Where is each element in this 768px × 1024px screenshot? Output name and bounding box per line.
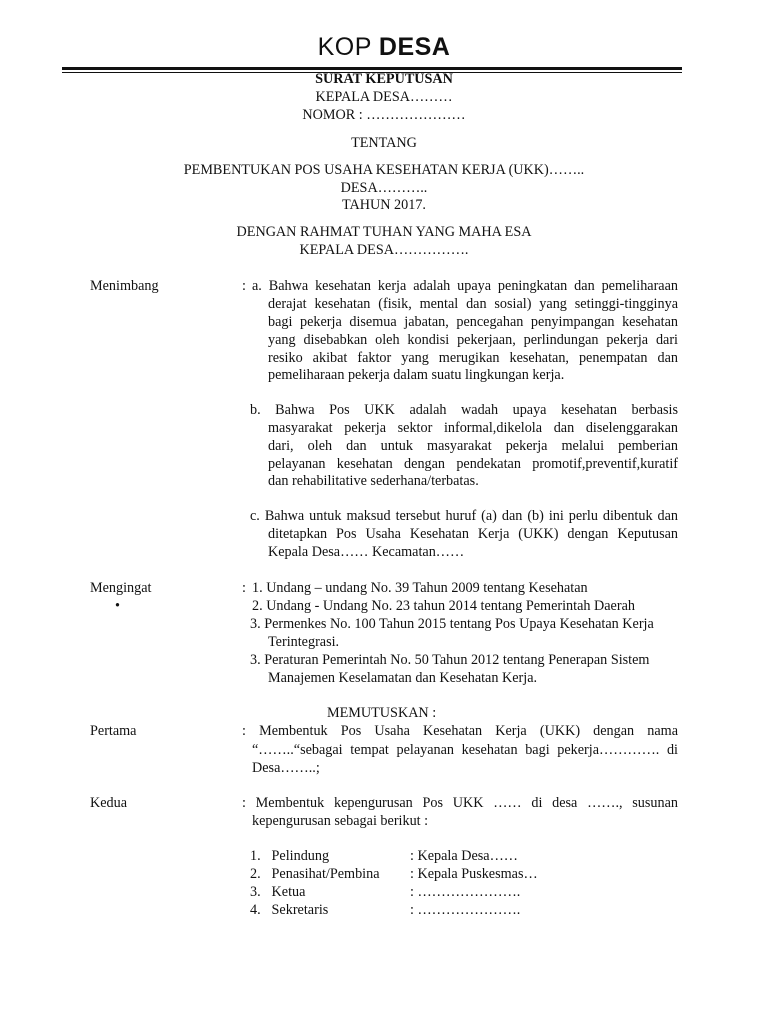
role-name: Penasihat/Pembina [271,866,380,882]
document-number: NOMOR : ………………… [302,107,466,123]
menimbang-colon: : [242,278,246,294]
role-name: Ketua [271,884,306,900]
mengingat-item: 3. Peraturan Pemerintah No. 50 Tahun 2012 tentang Penerapan Sistem [250,652,650,668]
point-c-line: Kepala Desa…… Kecamatan…… [268,544,465,560]
mengingat-item: 2. Undang - Undang No. 23 tahun 2014 tentang Pemerintah Daerah [252,598,635,614]
role-number: 4. [250,902,261,918]
point-c-line: ditetapkan Pos Usaha Kesehatan Kerja (UKK) dengan Keputusan [268,526,678,542]
issuer: KEPALA DESA……… [315,89,453,105]
role-number: 1. [250,848,261,864]
pertama-line: Desa……..; [252,760,320,776]
role-name: Sekretaris [271,902,329,918]
mengingat-item: 3. Permenkes No. 100 Tahun 2015 tentang Pos Upaya Kesehatan Kerja [250,616,654,632]
point-a-line: derajat kesehatan (fisik, mental dan sosial) yang setinggi-tingginya [268,296,678,312]
subject-line-2: DESA……….. [340,180,428,196]
memutuskan-heading: MEMUTUSKAN : [327,705,437,721]
role-number: 3. [250,884,261,900]
role-number: 2. [250,866,261,882]
mengingat-colon: : [242,580,246,596]
subject-line-3: TAHUN 2017. [342,197,426,213]
opening-line-1: DENGAN RAHMAT TUHAN YANG MAHA ESA [236,224,532,240]
point-b-line: masyarakat pekerja sektor informal,dikelola dan diselenggarakan [268,420,678,436]
menimbang-label: Menimbang [90,278,159,294]
letterhead-kop: KOP [317,33,372,61]
role-value: : …………………. [410,884,521,900]
kedua-line: kepengurusan sebagai berikut : [252,813,429,829]
mengingat-bullet: • [115,598,120,614]
role-value: : Kepala Desa…… [410,848,518,864]
letterhead-desa: DESA [378,33,451,61]
role-row [250,847,518,865]
mengingat-item: Manajemen Keselamatan dan Kesehatan Kerja. [268,670,538,686]
kedua-label: Kedua [90,795,128,811]
mengingat-item: Terintegrasi. [268,634,340,650]
point-b-line: dari, oleh dan untuk masyarakat pekerja melalui pemberian [268,438,678,454]
opening-line-2: KEPALA DESA……………. [299,242,469,258]
tentang-heading: TENTANG [351,135,417,151]
point-a-line: yang disebabkan oleh kondisi pekerjaan, perlindungan pekerja dari [268,332,678,348]
point-b-line: dan rehabilitative sederhana/terbatas. [268,473,479,489]
role-value: : …………………. [410,902,521,918]
role-row [250,901,521,919]
pertama-line: “……..“sebagai tempat pelayanan kesehatan bagi pekerja…………. di [252,742,678,758]
document-title: SURAT KEPUTUSAN [315,71,453,87]
mengingat-label: Mengingat [90,580,152,596]
point-a-line: pemeliharaan pekerja dalam suatu lingkungan kerja. [268,367,565,383]
letterhead [0,33,768,61]
point-c-line: c. Bahwa untuk maksud tersebut huruf (a) dan (b) ini perlu dibentuk dan [250,508,678,524]
role-value: : Kepala Puskesmas… [410,866,538,882]
point-a-line: resiko akibat faktor yang merugikan kesehatan, penempatan dan [268,350,678,366]
point-a-line: bagi pekerja disemua jabatan, pencegahan penyimpangan kesehatan [268,314,678,330]
role-row [250,883,521,901]
role-name: Pelindung [271,848,330,864]
point-a-line: a. Bahwa kesehatan kerja adalah upaya peningkatan dan pemeliharaan [252,278,678,294]
point-b-line: pelayanan kesehatan dengan pendekatan promotif,preventif,kuratif [268,456,678,472]
role-row [250,865,538,883]
pertama-label: Pertama [90,723,137,739]
pertama-line: : Membentuk Pos Usaha Kesehatan Kerja (UKK) dengan nama [242,723,678,739]
subject-line-1: PEMBENTUKAN POS USAHA KESEHATAN KERJA (UKK)…….. [183,162,585,178]
point-b-line: b. Bahwa Pos UKK adalah wadah upaya kesehatan berbasis [250,402,678,418]
mengingat-item: 1. Undang – undang No. 39 Tahun 2009 tentang Kesehatan [252,580,588,596]
kedua-line: : Membentuk kepengurusan Pos UKK …… di desa ……., susunan [242,795,678,811]
